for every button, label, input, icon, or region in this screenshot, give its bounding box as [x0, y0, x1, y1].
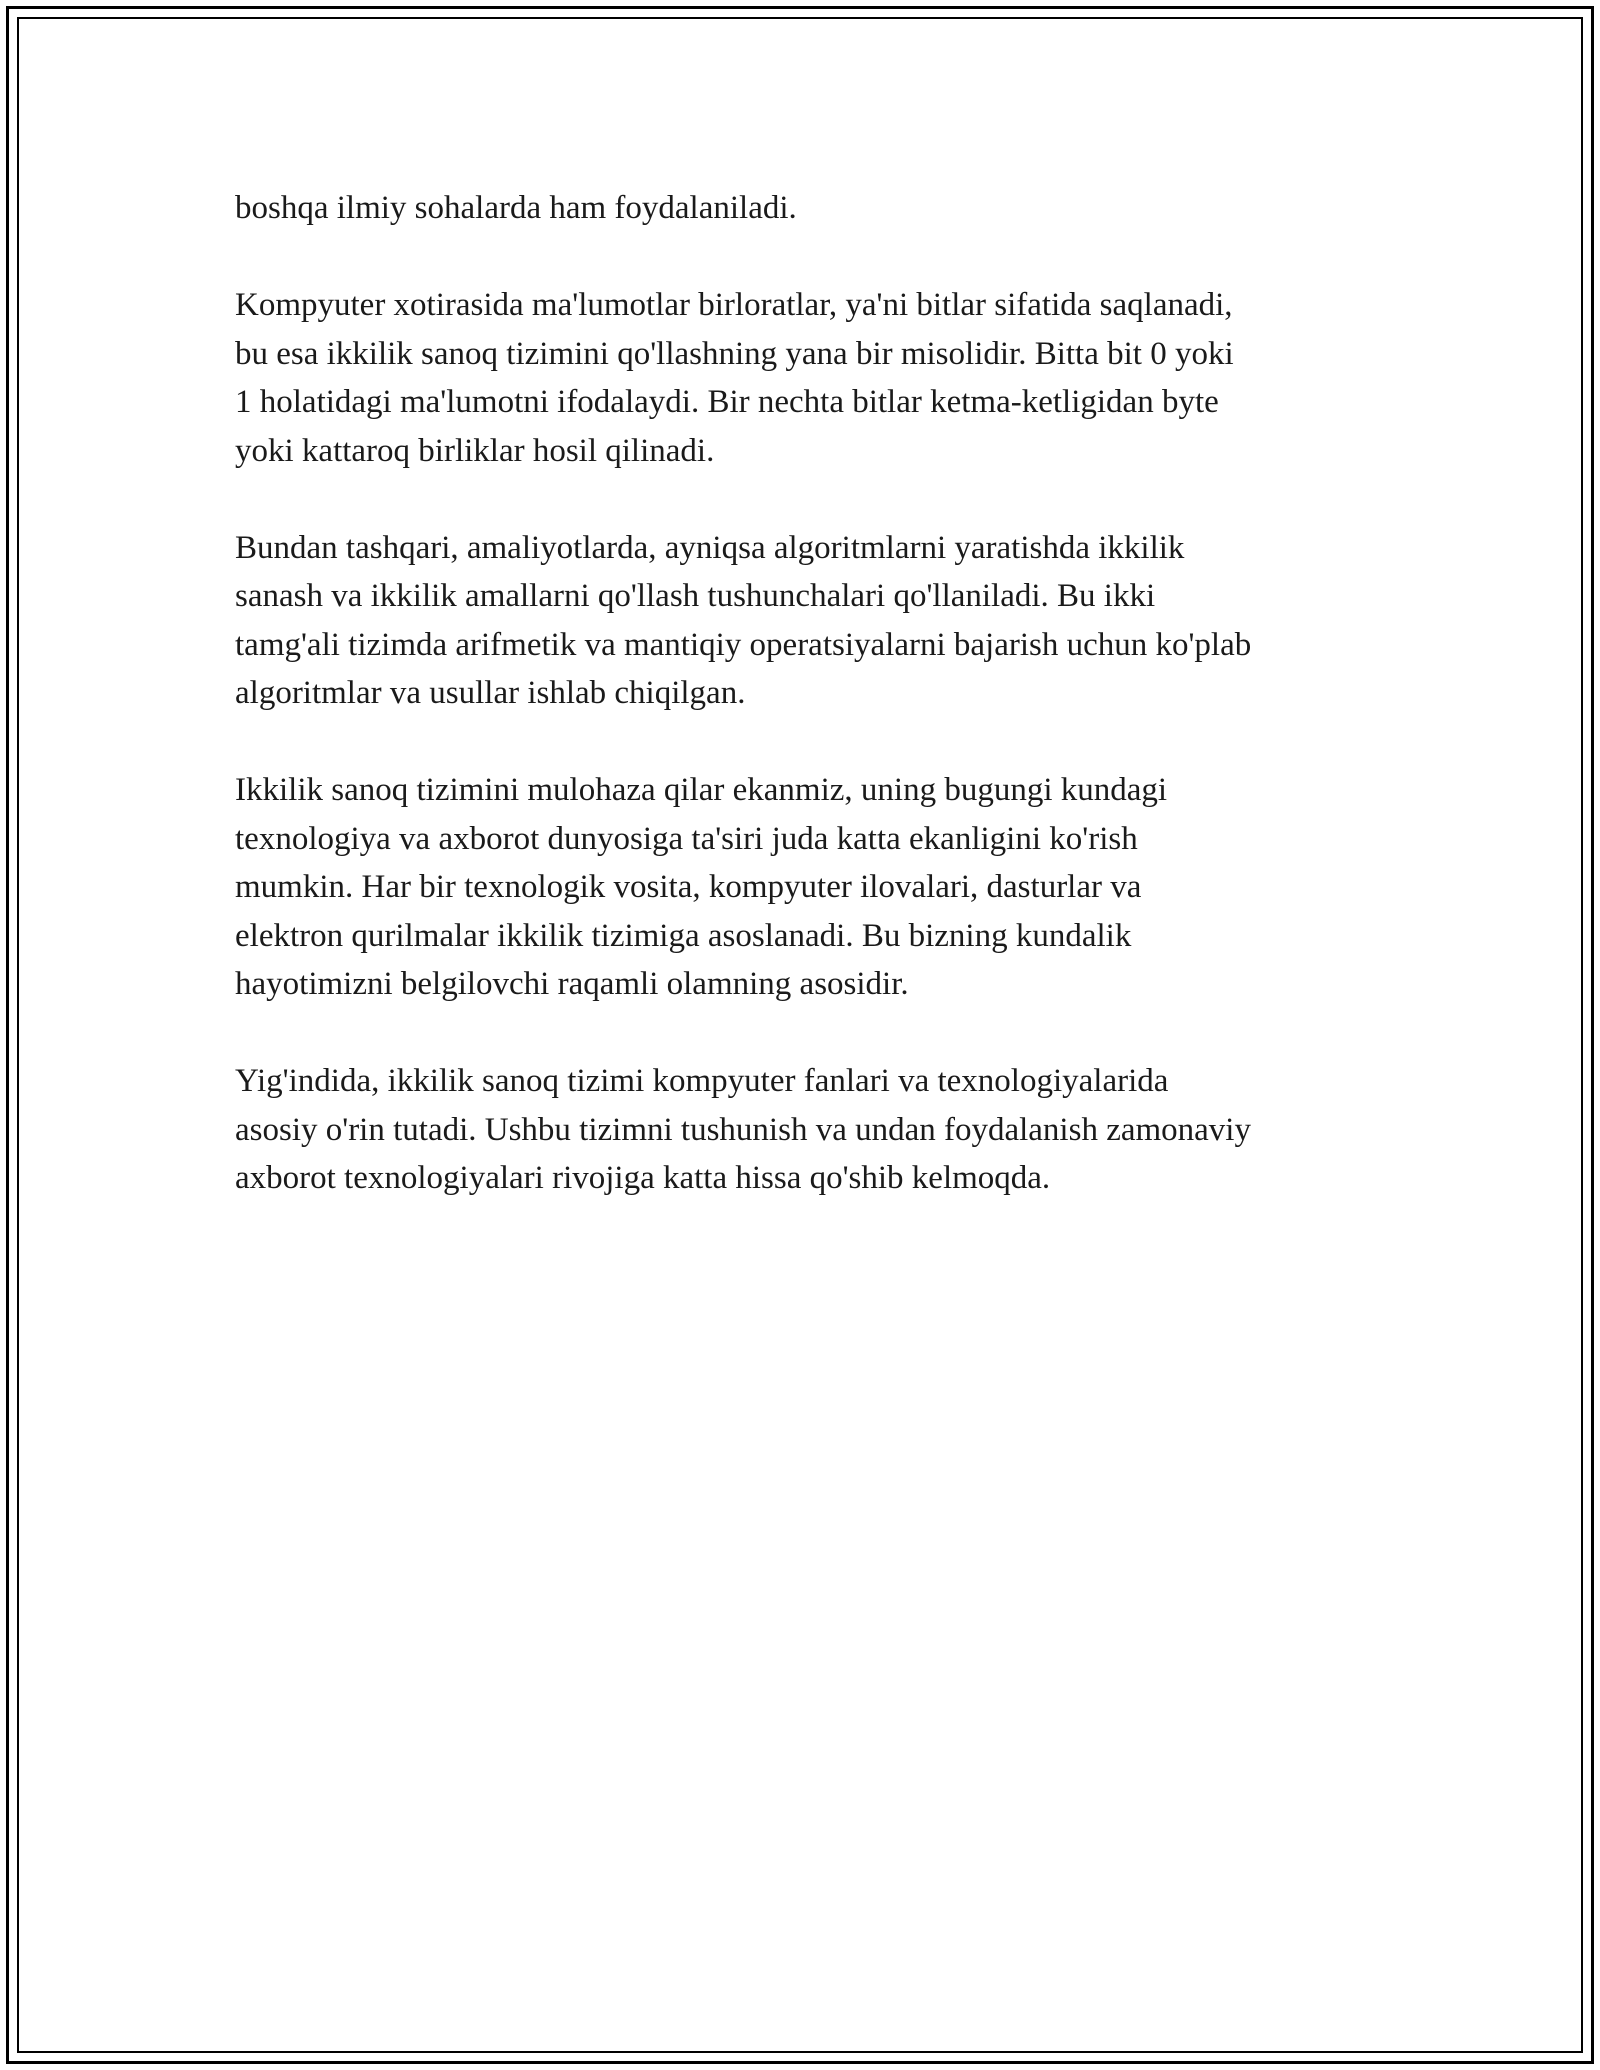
- paragraph-3: Bundan tashqari, amaliyotlarda, ayniqsa algoritmlarni yaratishda ikkilik sanash va ikkilik amallarni qo'llash tushunchalari qo'llaniladi. Bu ikki tamg'ali tizimda arifmetik va mantiqiy operatsiyalarni bajarish uchun ko'plab algoritmlar va usullar ishlab chiqilgan.: [235, 529, 1252, 711]
- paragraph-5: Yig'indida, ikkilik sanoq tizimi kompyuter fanlari va texnologiyalarida asosiy o'rin tutadi. Ushbu tizimni tushunish va undan foydalanish zamonaviy axborot texnologiyalari rivojiga katta hissa qo'shib kelmoqda.: [235, 1063, 1251, 1196]
- document-body: [235, 184, 1395, 1251]
- paragraph-2: Kompyuter xotirasida ma'lumotlar birloratlar, ya'ni bitlar sifatida saqlanadi, bu esa ikkilik sanoq tizimini qo'llashning yana bir misolidir. Bitta bit 0 yoki 1 holatidagi ma'lumotni ifodalaydi. Bir nechta bitlar ketma-ketligidan byte yoki kattaroq birliklar hosil qilinadi.: [235, 287, 1234, 469]
- paragraph-1: boshqa ilmiy sohalarda ham foydalaniladi.: [235, 190, 797, 226]
- paragraph-4: Ikkilik sanoq tizimini mulohaza qilar ekanmiz, uning bugungi kundagi texnologiya va axborot dunyosiga ta'siri juda katta ekanligini ko'rish mumkin. Har bir texnologik vosita, kompyuter ilovalari, dasturlar va elektron qurilmalar ikkilik tizimiga asoslanadi. Bu bizning kundalik hayotimizni belgilovchi raqamli olamning asosidir.: [235, 772, 1168, 1002]
